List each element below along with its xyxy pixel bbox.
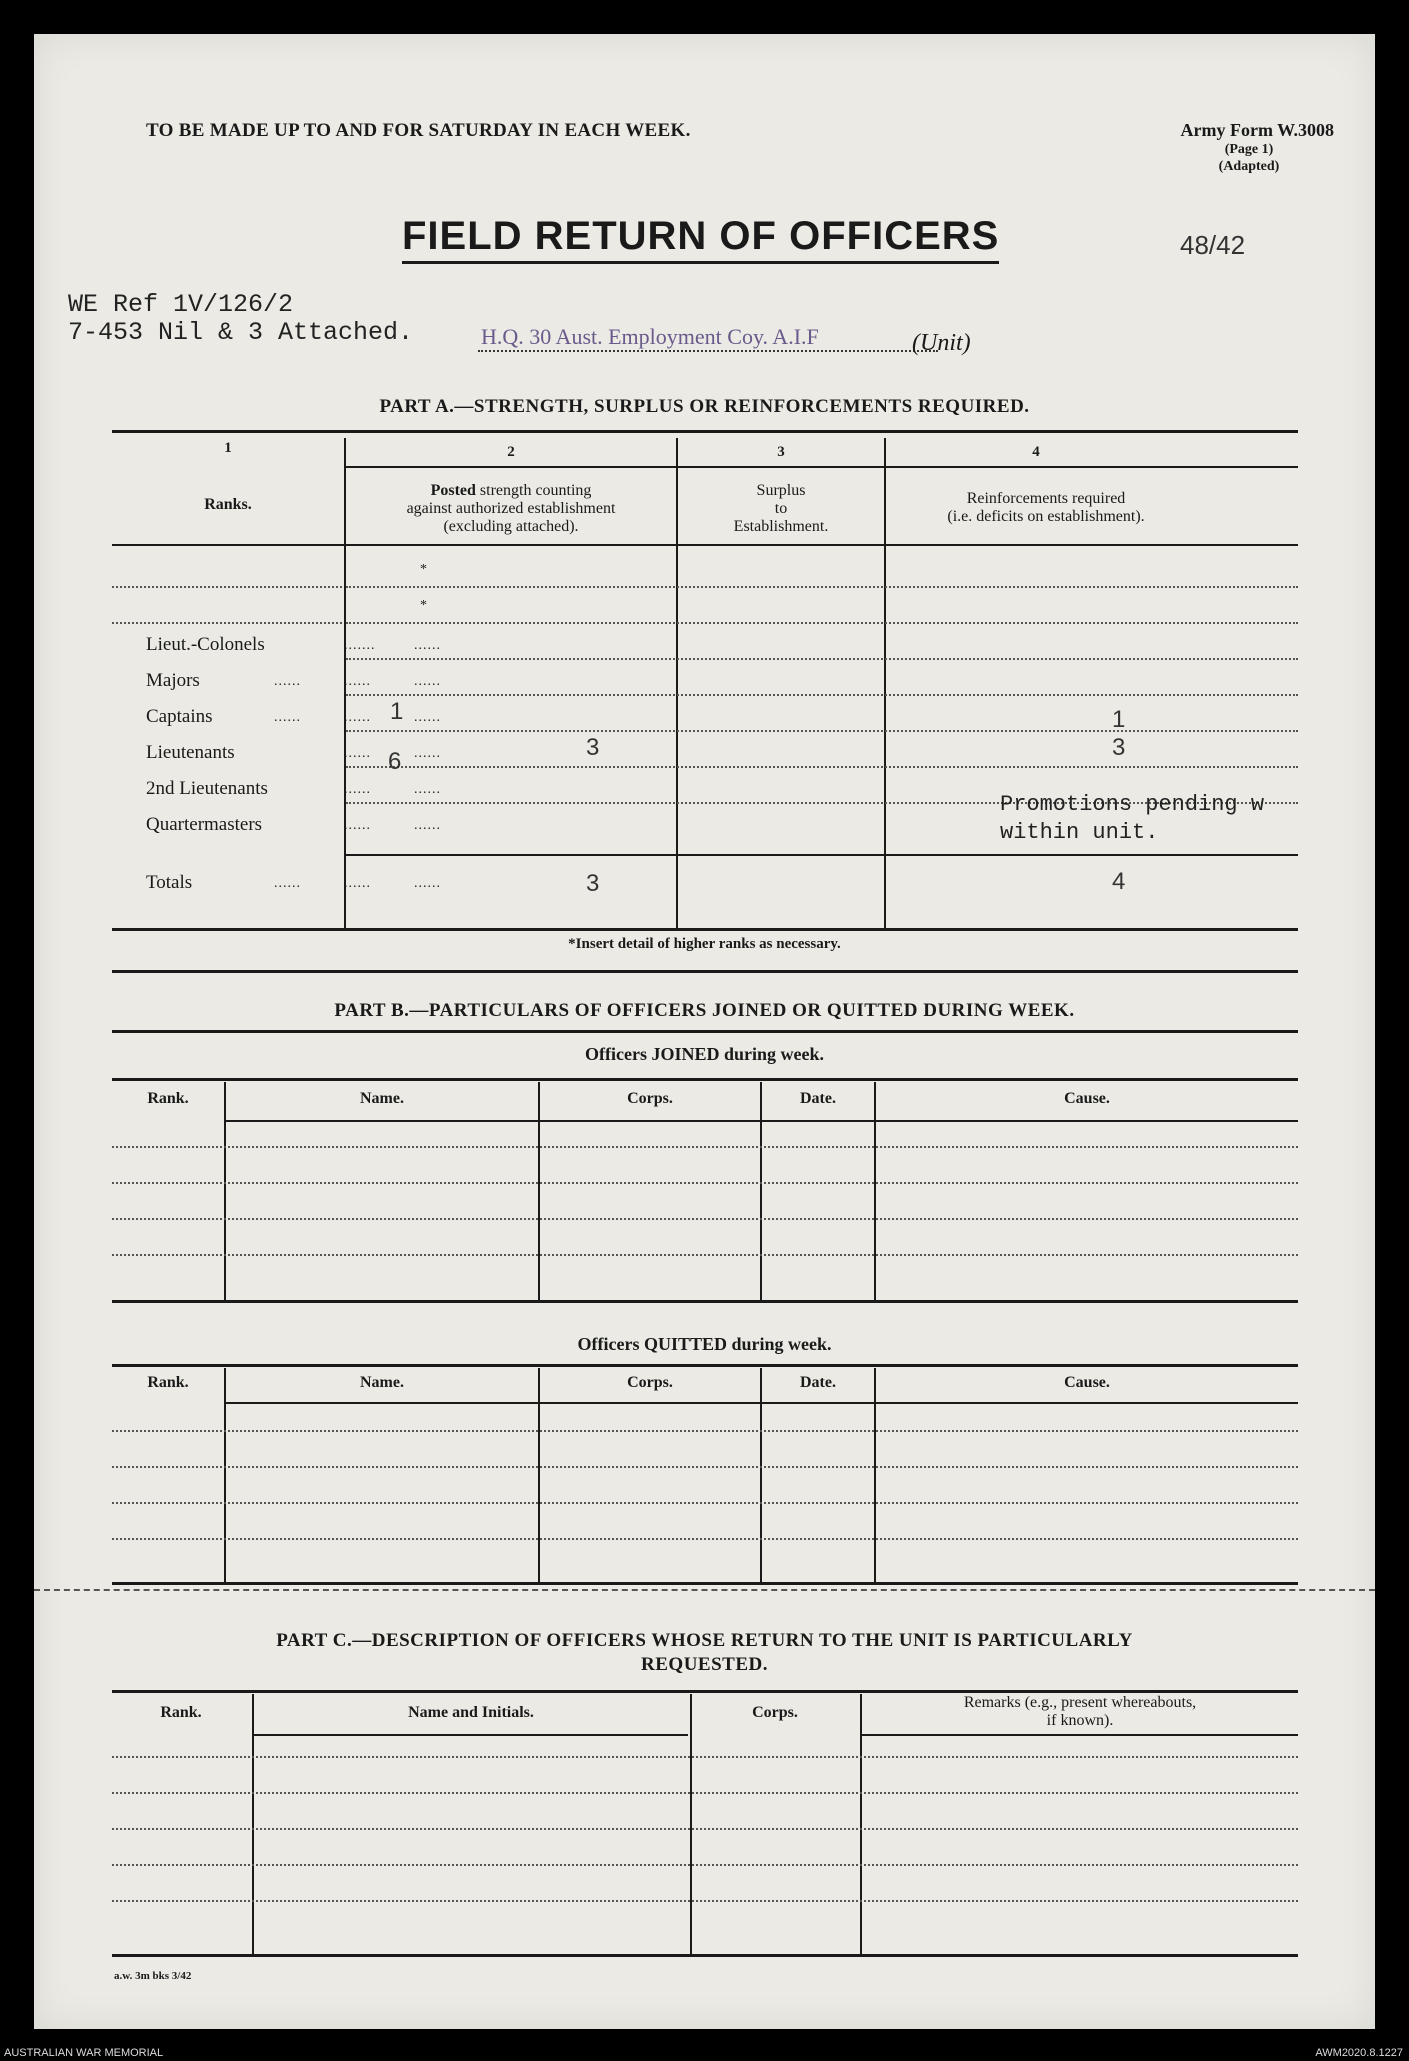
- rank-lieutenants: Lieutenants: [146, 742, 235, 763]
- leader-dots: ......: [414, 818, 441, 833]
- joined-row-guide: [112, 1254, 1298, 1256]
- joined-row-guide: [112, 1146, 1298, 1148]
- weekly-instruction: TO BE MADE UP TO AND FOR SATURDAY IN EACH WEEK.: [146, 120, 691, 141]
- joined-row-guide: [112, 1182, 1298, 1184]
- leader-dots: ......: [344, 710, 371, 725]
- lieutenants-count: 6: [388, 748, 402, 775]
- reinforce-line2: (i.e. deficits on establishment).: [947, 508, 1145, 525]
- quitted-divider: [874, 1368, 876, 1582]
- joined-col-cause: Cause.: [1064, 1090, 1110, 1107]
- joined-divider: [760, 1082, 762, 1300]
- quitted-row-guide: [112, 1430, 1298, 1432]
- rank-captains: Captains: [146, 706, 213, 727]
- leader-dots: ......: [274, 710, 301, 725]
- rank-majors: Majors: [146, 670, 200, 691]
- row-guide: [346, 694, 1298, 696]
- joined-col-corps: Corps.: [627, 1090, 673, 1107]
- leader-dots: ......: [414, 876, 441, 891]
- part-c-row-guide: [112, 1756, 1298, 1758]
- quitted-divider: [538, 1368, 540, 1582]
- part-c-title-line1: PART C.—DESCRIPTION OF OFFICERS WHOSE RETURN TO THE UNIT IS PARTICULARLY: [276, 1630, 1133, 1651]
- perforation-line: [34, 1589, 1375, 1591]
- quitted-col-corps: Corps.: [627, 1374, 673, 1391]
- surplus-header: [678, 482, 884, 536]
- part-c-row-guide: [112, 1792, 1298, 1794]
- unit-dotted-line: [478, 350, 938, 352]
- part-c-col-name: Name and Initials.: [408, 1704, 534, 1721]
- leader-dots: .......: [344, 638, 376, 653]
- unit-stamp: H.Q. 30 Aust. Employment Coy. A.I.F: [481, 324, 819, 349]
- part-c-remarks-rule: [862, 1734, 1298, 1736]
- quitted-title: Officers QUITTED during week.: [577, 1334, 832, 1354]
- captains-reinforcements: 1: [1112, 706, 1126, 733]
- leader-dots: ......: [344, 746, 371, 761]
- leader-dots: ......: [414, 710, 441, 725]
- row-guide: [112, 586, 342, 588]
- joined-divider: [874, 1082, 876, 1300]
- joined-col-date: Date.: [800, 1090, 836, 1107]
- part-a-top-rule: [112, 430, 1298, 433]
- form-number: Army Form W.3008: [1180, 120, 1334, 140]
- captains-count: 1: [390, 698, 404, 725]
- promotions-note-line2: within unit.: [1000, 820, 1159, 845]
- row-guide: [346, 586, 1298, 588]
- posted-line3: (excluding attached).: [443, 518, 579, 535]
- row-guide: [346, 622, 1298, 624]
- totals-rule: [346, 854, 1298, 856]
- lieutenants-reinforcements: 3: [1112, 734, 1126, 761]
- col-number-1: 1: [224, 440, 232, 456]
- part-a-end-rule: [112, 970, 1298, 973]
- col-number-rule: [346, 466, 1298, 468]
- part-a-footnote: *Insert detail of higher ranks as necessary.: [568, 936, 841, 952]
- joined-top-rule: [112, 1078, 1298, 1081]
- form-sheet: [34, 34, 1375, 2029]
- part-a-title: PART A.—STRENGTH, SURPLUS OR REINFORCEMENTS REQUIRED.: [379, 396, 1030, 417]
- quitted-divider: [224, 1368, 226, 1582]
- quitted-header-rule: [226, 1402, 1298, 1404]
- leader-dots: ......: [274, 674, 301, 689]
- part-c-divider: [690, 1694, 692, 1956]
- part-c-row-guide: [112, 1864, 1298, 1866]
- star-marker-1: *: [420, 562, 427, 577]
- form-id-block: [1074, 120, 1334, 175]
- leader-dots: ......: [344, 782, 371, 797]
- rank-quartermasters: Quartermasters: [146, 814, 263, 835]
- leader-dots: ......: [414, 674, 441, 689]
- joined-col-name: Name.: [360, 1090, 404, 1107]
- part-b-top-rule: [112, 1030, 1298, 1033]
- surplus-line2: to: [774, 500, 788, 517]
- part-c-bottom-rule: [112, 1954, 1298, 1957]
- surplus-line1: Surplus: [756, 482, 806, 499]
- file-reference: 48/42: [1180, 230, 1246, 260]
- row-guide: [112, 622, 342, 624]
- remarks-line2: if known).: [1046, 1712, 1114, 1729]
- joined-col-rank: Rank.: [147, 1090, 189, 1107]
- part-c-row-guide: [112, 1828, 1298, 1830]
- posted-strength-header: [346, 482, 676, 536]
- row-guide: [346, 730, 1298, 732]
- quitted-col-name: Name.: [360, 1374, 404, 1391]
- establishment-note: 7-453 Nil & 3 Attached.: [68, 318, 414, 347]
- rank-lieut-colonels: Lieut.-Colonels: [146, 634, 265, 655]
- part-a-bottom-rule: [112, 928, 1298, 931]
- row-guide: [346, 766, 1298, 768]
- row-guide: [346, 658, 1298, 660]
- quitted-row-guide: [112, 1466, 1298, 1468]
- reinforce-line1: Reinforcements required: [966, 490, 1126, 507]
- header-bottom-rule: [112, 544, 1298, 546]
- posted-line2: against authorized establishment: [406, 500, 616, 517]
- part-c-row-guide: [112, 1900, 1298, 1902]
- quitted-row-guide: [112, 1502, 1298, 1504]
- totals-posted: 3: [586, 870, 600, 897]
- leader-dots: ......: [414, 638, 441, 653]
- we-reference: WE Ref 1V/126/2: [68, 290, 294, 319]
- posted-rest: strength counting: [479, 482, 592, 499]
- quitted-divider: [760, 1368, 762, 1582]
- joined-title: Officers JOINED during week.: [585, 1044, 824, 1064]
- col-number-4: 4: [1032, 444, 1040, 460]
- part-c-divider: [860, 1694, 862, 1956]
- quitted-col-rank: Rank.: [147, 1374, 189, 1391]
- quitted-row-guide: [112, 1538, 1298, 1540]
- archive-id: AWM2020.8.1227: [1315, 2047, 1403, 2059]
- totals-reinforcements: 4: [1112, 868, 1126, 895]
- joined-divider: [224, 1082, 226, 1300]
- form-adapted: (Adapted): [1218, 159, 1280, 174]
- quitted-col-cause: Cause.: [1064, 1374, 1110, 1391]
- quitted-bottom-rule: [112, 1582, 1298, 1585]
- leader-dots: ......: [274, 876, 301, 891]
- posted-bold: Posted: [430, 482, 476, 499]
- lieutenants-posted: 3: [586, 734, 600, 761]
- rank-2nd-lieutenants: 2nd Lieutenants: [146, 778, 268, 799]
- star-marker-2: *: [420, 598, 427, 613]
- promotions-note-line1: Promotions pending w: [1000, 792, 1265, 817]
- joined-bottom-rule: [112, 1300, 1298, 1303]
- quitted-col-date: Date.: [800, 1374, 836, 1391]
- part-c-col-rank: Rank.: [160, 1704, 202, 1721]
- leader-dots: ......: [414, 782, 441, 797]
- part-c-name-rule: [254, 1734, 688, 1736]
- col-number-2: 2: [507, 444, 515, 460]
- form-page: (Page 1): [1224, 142, 1274, 157]
- part-b-title: PART B.—PARTICULARS OF OFFICERS JOINED OR QUITTED DURING WEEK.: [334, 1000, 1075, 1021]
- form-title: FIELD RETURN OF OFFICERS: [402, 214, 999, 264]
- joined-divider: [538, 1082, 540, 1300]
- part-c-title-line2: REQUESTED.: [641, 1654, 768, 1675]
- joined-header-rule: [226, 1120, 1298, 1122]
- part-c-col-corps: Corps.: [752, 1704, 798, 1721]
- leader-dots: ......: [344, 818, 371, 833]
- reinforcements-header: [886, 490, 1206, 526]
- part-c-col-remarks: [862, 1694, 1298, 1730]
- unit-label: (Unit): [912, 330, 971, 356]
- totals-label: Totals: [146, 872, 193, 893]
- part-c-divider: [252, 1694, 254, 1956]
- archive-credit: AUSTRALIAN WAR MEMORIAL: [4, 2047, 164, 2059]
- surplus-line3: Establishment.: [733, 518, 829, 535]
- ranks-header: Ranks.: [204, 496, 252, 513]
- col-number-3: 3: [777, 444, 785, 460]
- leader-dots: ......: [414, 746, 441, 761]
- printer-imprint: a.w. 3m bks 3/42: [114, 1970, 192, 1982]
- quitted-top-rule: [112, 1364, 1298, 1367]
- leader-dots: ......: [344, 674, 371, 689]
- remarks-line1: Remarks (e.g., present whereabouts,: [963, 1694, 1197, 1711]
- leader-dots: ......: [344, 876, 371, 891]
- part-c-top-rule: [112, 1690, 1298, 1693]
- joined-row-guide: [112, 1218, 1298, 1220]
